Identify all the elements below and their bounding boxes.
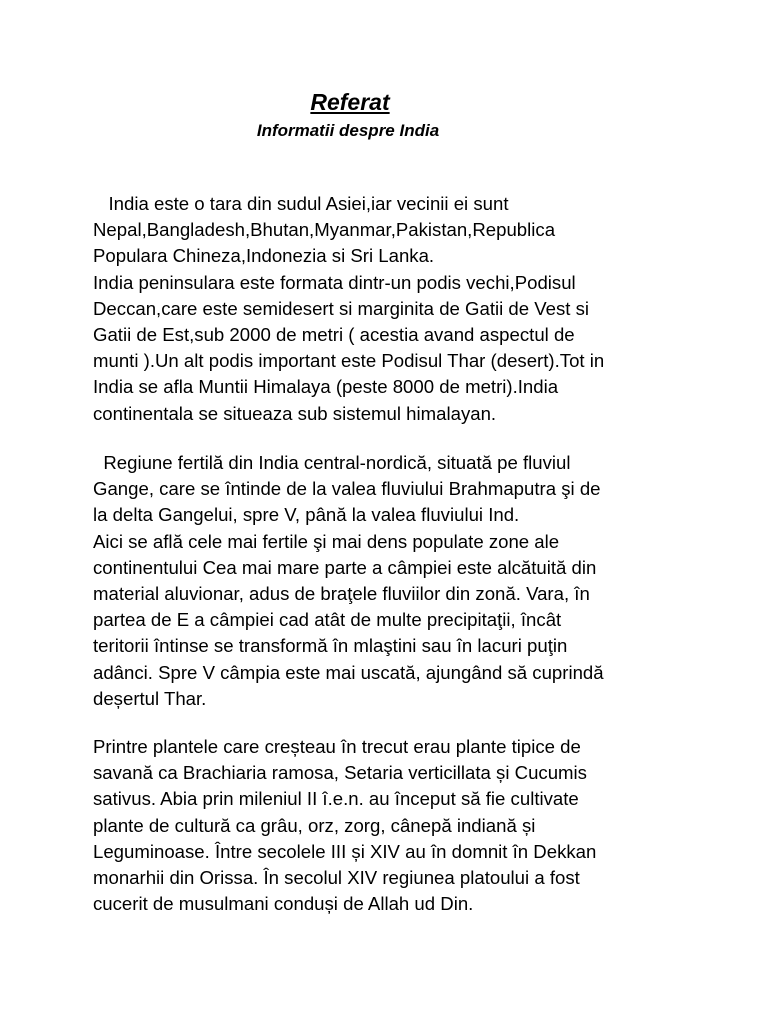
text-line: Populara Chineza,Indonezia si Sri Lanka. — [93, 245, 435, 267]
text-line: Gatii de Est,sub 2000 de metri ( acestia avand aspectul de — [93, 324, 575, 346]
text-line: Leguminoase. Între secolele III și XIV au în domnit în Dekkan — [93, 840, 597, 862]
text-line: monarhii din Orissa. În secolul XIV regiunea platoului a fost — [93, 867, 580, 889]
text-line: partea de E a câmpiei cad atât de multe precipitaţii, încât — [93, 609, 562, 631]
document-subtitle: Informatii despre India — [256, 121, 440, 140]
paragraph-geography — [93, 191, 683, 427]
text-line: cucerit de musulmani conduși de Allah ud Din. — [93, 893, 474, 915]
text-line: savană ca Brachiaria ramosa, Setaria verticillata și Cucumis — [93, 762, 587, 784]
paragraph-fertile-region — [93, 450, 683, 712]
document-title: Referat — [310, 89, 390, 115]
text-line: adânci. Spre V câmpia este mai uscată, ajungând să cuprindă — [93, 661, 604, 683]
text-line: continentului Cea mai mare parte a câmpiei este alcătuită din — [93, 556, 597, 578]
text-line: India se afla Muntii Himalaya (peste 8000 de metri).India — [93, 376, 559, 398]
text-line: Deccan,care este semidesert si marginita de Gatii de Vest si — [93, 297, 590, 319]
text-line: sativus. Abia prin mileniul II î.e.n. au început să fie cultivate — [93, 788, 579, 810]
text-line: Aici se află cele mai fertile şi mai dens populate zone ale — [93, 530, 560, 552]
text-line: munti ).Un alt podis important este Podisul Thar (desert).Tot in — [93, 350, 605, 372]
text-line: deșertul Thar. — [93, 687, 207, 709]
text-line: Gange, care se întinde de la valea fluviului Brahmaputra şi de — [93, 478, 601, 500]
text-line: India peninsulara este formata dintr-un podis vechi,Podisul — [93, 271, 576, 293]
text-line: teritorii întinse se transformă în mlaştini sau în lacuri puţin — [93, 635, 568, 657]
text-line: plante de cultură ca grâu, orz, zorg, cânepă indiană și — [93, 814, 536, 836]
text-line: Printre plantele care creșteau în trecut erau plante tipice de — [93, 736, 581, 757]
text-line: material aluvionar, adus de braţele fluviilor din zonă. Vara, în — [93, 583, 590, 605]
text-line: continentala se situeaza sub sistemul himalayan. — [93, 402, 497, 424]
text-line: Nepal,Bangladesh,Bhutan,Myanmar,Pakistan,Republica — [93, 219, 556, 241]
text-line: India este o tara din sudul Asiei,iar vecinii ei sunt — [93, 193, 509, 214]
text-line: Regiune fertilă din India central-nordică, situată pe fluviul — [93, 452, 571, 473]
paragraph-plants-history — [93, 734, 683, 917]
text-line: la delta Gangelui, spre V, până la valea fluviului Ind. — [93, 504, 520, 526]
